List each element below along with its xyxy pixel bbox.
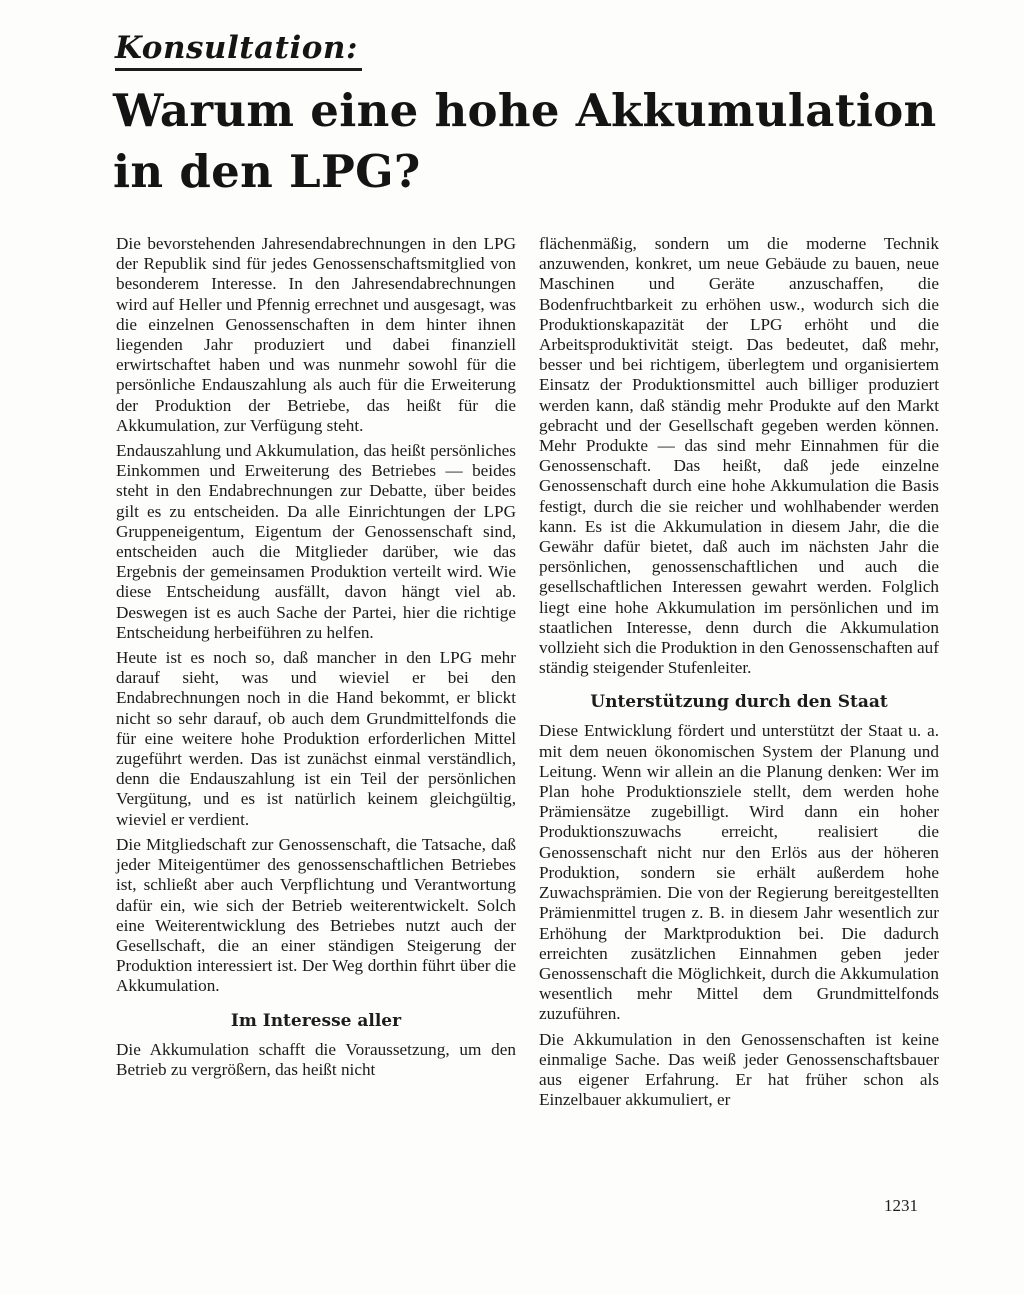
paragraph: Diese Entwicklung fördert und unterstützt der Staat u. a. mit dem neuen ökonomischen System der Planung und Leitung. Wenn wir allein an die Planung denken: Wer im Plan hohe Produktionsziele stellt, dem werden hohe Prämiensätze zugebilligt. Wird dann ein hoher Produktionszuwachs erreicht, realisiert die Genossenschaft nicht nur den Erlös aus der höheren Produktion, sondern sie erhält außerdem hohe Zuwachsprämien. Die von der Regierung bereitgestellten Prämienmittel trugen z. B. in diesem Jahr wesentlich zur Erhöhung der Marktproduktion bei. Die dadurch erreichten zusätzlichen Einnahmen geben jeder Genossenschaft die Möglichkeit, durch die Akkumulation wesentlich mehr Mittel dem Grundmittelfonds zuzuführen. <box>539 721 939 1024</box>
section-kicker: Konsultation: <box>115 28 362 71</box>
paragraph: Die Akkumulation schafft die Voraussetzung, um den Betrieb zu vergrößern, das heißt nicht <box>116 1039 516 1079</box>
article-column-left <box>116 234 516 1085</box>
paragraph: flächenmäßig, sondern um die moderne Technik anzuwenden, konkret, um neue Gebäude zu bauen, neue Maschinen und Geräte anzuschaffen, die Bodenfruchtbarkeit zu erhöhen usw., wodurch sich die Produktionskapazität der LPG erhöht und die Arbeitsproduktivität steigt. Das bedeutet, daß mehr, besser und bei richtigem, überlegtem und organisiertem Einsatz der Produktionsmittel auch billiger produziert werden kann, daß ständig mehr Produkte auf den Markt gebracht und der Gesellschaft gegeben werden können. Mehr Produkte — das sind mehr Einnahmen für die Genossenschaft. Das heißt, daß jede einzelne Genossenschaft durch eine hohe Akkumulation die Basis festigt, durch die sie reicher und wohlhabender werden kann. Es ist die Akkumulation in diesem Jahr, die die Gewähr dafür bietet, daß auch im nächsten Jahr die persönlichen, genossenschaftlichen und auch die gesellschaftlichen Interessen gewahrt werden. Folglich liegt eine hohe Akkumulation im persönlichen und im staatlichen Interesse, denn durch die Akkumulation vollzieht sich die Produktion in den Genossenschaften auf ständig steigender Stufenleiter. <box>539 234 939 678</box>
article-headline: Warum eine hohe Akkumulation in den LPG? <box>113 84 937 198</box>
page-number: 1231 <box>884 1196 918 1215</box>
subheading: Unterstützung durch den Staat <box>590 692 888 713</box>
paragraph: Die bevorstehenden Jahresendabrechnungen in den LPG der Republik sind für jedes Genossenschaftsmitglied von besonderem Interesse. In den Jahresendabrechnungen wird auf Heller und Pfennig errechnet und ausgesagt, was die einzelnen Genossenschaften in dem hinter ihnen liegenden Jahr produziert und dabei finanziell erwirtschaftet haben und was nunmehr sowohl für die persönliche Endauszahlung als auch für die Erweiterung der Produktion der Betriebe, das heißt für die Akkumulation, zur Verfügung steht. <box>116 234 516 435</box>
subheading: Im Interesse aller <box>230 1010 402 1031</box>
paragraph: Die Mitgliedschaft zur Genossenschaft, die Tatsache, daß jeder Miteigentümer des genossenschaftlichen Betriebes ist, schließt aber auch Verpflichtung und Verantwortung dafür ein, wie sich der Betrieb weiterentwickelt. Solch eine Weiterentwicklung des Betriebes nutzt auch der Gesellschaft, die an einer ständigen Steigerung der Produktion interessiert ist. Der Weg dorthin führt über die Akkumulation. <box>116 834 516 996</box>
paragraph: Heute ist es noch so, daß mancher in den LPG mehr darauf sieht, was und wieviel er bei den Endabrechnungen noch in die Hand bekommt, er blickt nicht so sehr darauf, ob auch dem Grundmittelfonds die für eine weitere hohe Produktion erforderlichen Mittel zugeführt werden. Das ist zunächst einmal verständlich, denn die Endauszahlung ist ein Teil der persönlichen Vergütung, und es ist natürlich keinem gleichgültig, wieviel er verdient. <box>116 648 516 829</box>
article-column-right <box>539 234 939 1115</box>
paragraph: Endauszahlung und Akkumulation, das heißt persönliches Einkommen und Erweiterung des Betriebes — beides steht in den Endabrechnungen zur Debatte, über beides gilt es zu entscheiden. Da alle Einrichtungen der LPG Gruppeneigentum, Eigentum der Genossenschaft sind, entscheiden auch die Mitglieder darüber, wie das Ergebnis der gemeinsamen Produktion verteilt wird. Wie diese Entscheidung ausfällt, davon hängt viel ab. Deswegen ist es auch Sache der Partei, hier die richtige Entscheidung herbeiführen zu helfen. <box>116 441 516 642</box>
paragraph: Die Akkumulation in den Genossenschaften ist keine einmalige Sache. Das weiß jeder Genossenschaftsbauer aus eigener Erfahrung. Er hat früher schon als Einzelbauer akkumuliert, er <box>539 1029 939 1110</box>
